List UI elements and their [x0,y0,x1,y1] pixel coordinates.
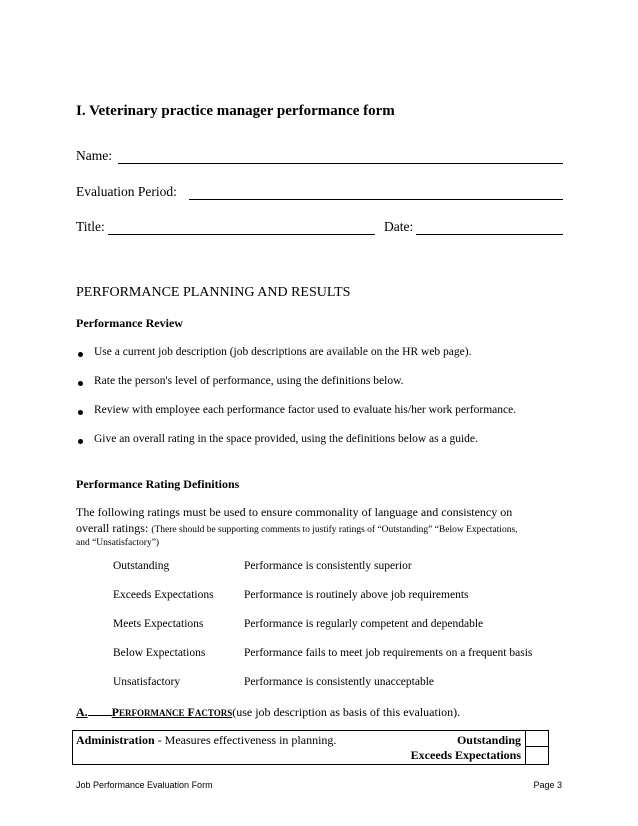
rating-name: Below Expectations [113,647,206,659]
factors-note: (use job description as basis of this evaluation). [232,705,461,719]
page-title: I. Veterinary practice manager performance form [76,103,395,119]
title-label: Title: [76,219,105,234]
bullet-icon [78,352,83,357]
bullet-icon [78,439,83,444]
bullet-icon [78,381,83,386]
evaluation-period-field[interactable] [189,199,563,200]
rating-name: Unsatisfactory [113,676,181,688]
rating-name: Meets Expectations [113,618,204,630]
ratings-intro-note: (There should be supporting comments to justify ratings of “Outstanding” “Below Expectations, [151,525,518,535]
evaluation-period-label: Evaluation Period: [76,184,177,199]
review-bullet-4: Give an overall rating in the space provided, using the definitions below as a guide. [94,433,478,445]
section-heading: PERFORMANCE PLANNING AND RESULTS [76,285,351,300]
ratings-intro-line1: The following ratings must be used to ensure commonality of language and consistency on [76,505,513,519]
rating-outstanding-label: Outstanding [456,733,521,747]
ratings-intro-line3: and “Unsatisfactory”) [76,538,160,548]
date-label: Date: [384,219,414,234]
bullet-icon [78,410,83,415]
outstanding-checkbox[interactable] [526,731,548,747]
name-field[interactable] [118,163,563,164]
factors-heading [76,705,460,720]
rating-description: Performance fails to meet job requirements on a frequent basis [244,647,533,659]
rating-description: Performance is regularly competent and dependable [244,618,484,630]
date-field[interactable] [416,234,563,235]
factors-letter: A. [76,705,88,719]
rating-description: Performance is routinely above job requirements [244,589,469,601]
factors-title: PERFORMANCE FACTORS [111,705,233,719]
title-field[interactable] [108,234,375,235]
footer-form-name: Job Performance Evaluation Form [76,780,213,790]
ratings-intro-line2 [76,521,518,536]
rating-description: Performance is consistently unacceptable [244,676,434,688]
review-bullet-1: Use a current job description (job descriptions are available on the HR web page). [94,346,472,358]
administration-label: Administration [76,733,155,747]
rating-checkboxes [526,731,549,765]
exceeds-checkbox[interactable] [526,747,548,762]
footer-page-number: Page 3 [533,780,562,790]
ratings-intro-main: overall ratings: [76,521,149,535]
review-bullet-2: Rate the person's level of performance, using the definitions below. [94,375,404,387]
rating-definitions-heading: Performance Rating Definitions [76,477,240,491]
rating-exceeds-label: Exceeds Expectations [410,748,521,762]
administration-factor-table [72,730,549,765]
administration-cell [73,731,393,765]
review-bullet-3: Review with employee each performance factor used to evaluate his/her work performance. [94,404,517,416]
rating-name: Exceeds Expectations [113,589,214,601]
performance-review-heading: Performance Review [76,316,183,330]
rating-description: Performance is consistently superior [244,560,412,572]
administration-ratings-cell [392,731,526,765]
administration-description: - Measures effectiveness in planning. [154,733,337,747]
rating-name: Outstanding [113,560,170,572]
name-label: Name: [76,148,112,163]
